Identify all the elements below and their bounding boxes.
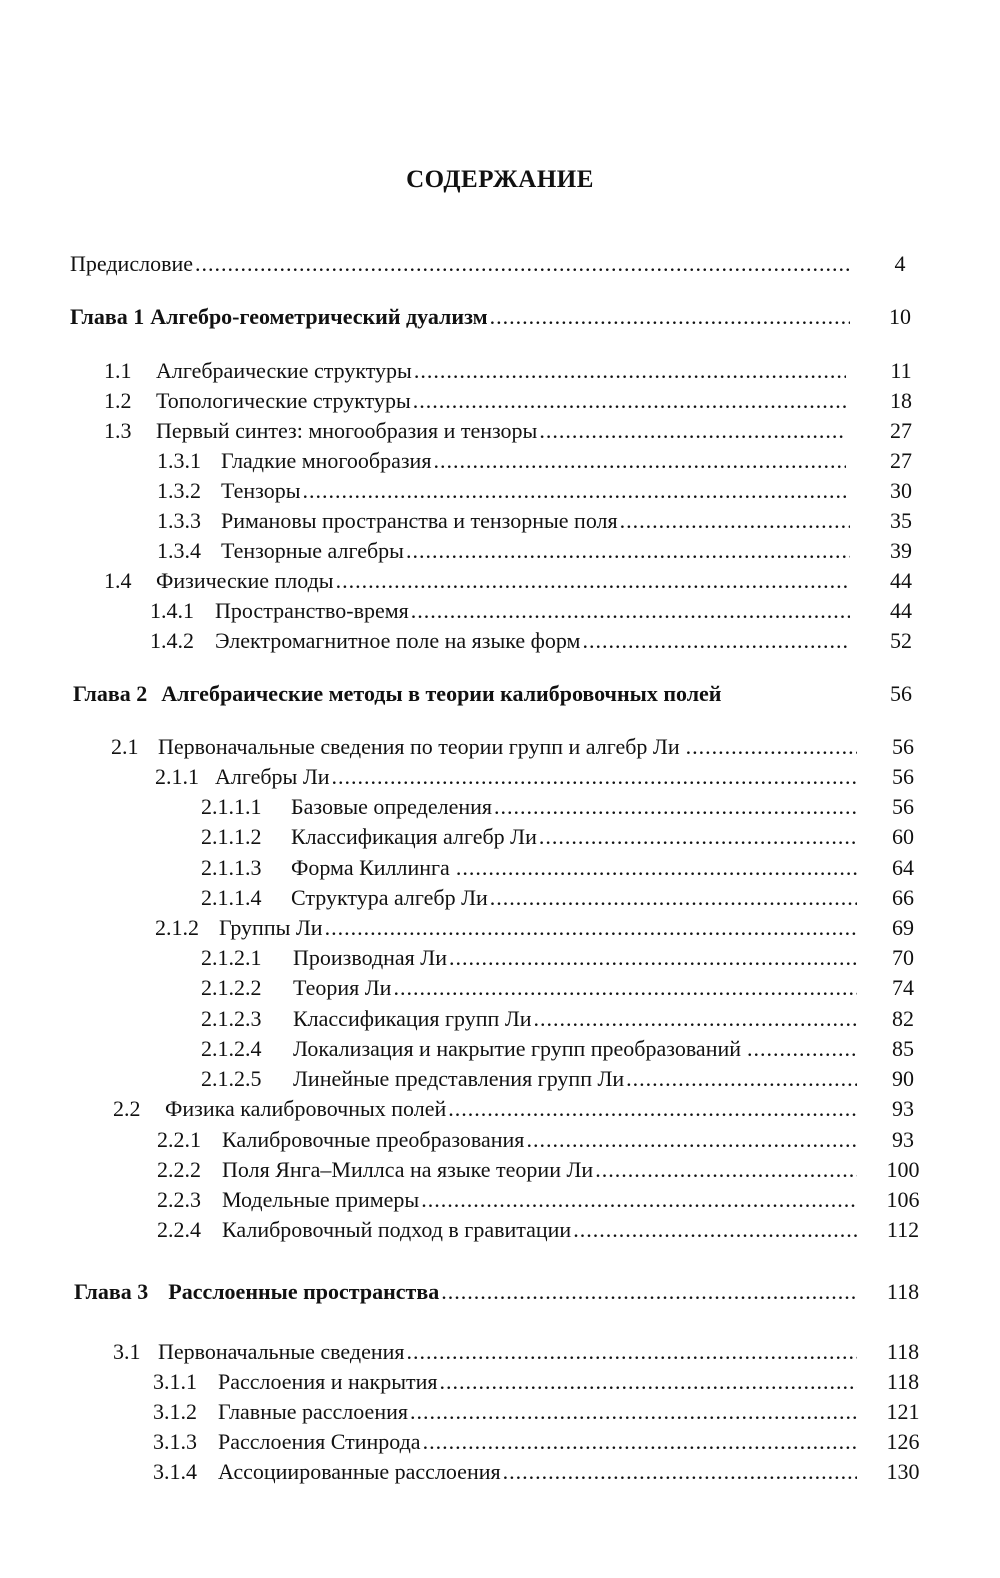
toc-entry-page: 35 bbox=[890, 508, 912, 533]
toc-entry bbox=[157, 1216, 920, 1244]
leader-dots bbox=[456, 854, 857, 882]
leader-dots bbox=[407, 1338, 857, 1366]
toc-entry-title: Физика калибровочных полей bbox=[165, 1096, 447, 1121]
leader-dots bbox=[449, 944, 857, 972]
toc-entry-page: 52 bbox=[890, 628, 912, 653]
toc-entry-number: 2.1.2.4 bbox=[201, 1036, 262, 1061]
toc-entry-page: 56 bbox=[892, 764, 914, 789]
toc-entry bbox=[113, 1338, 920, 1366]
toc-entry-number: 2.2.1 bbox=[157, 1127, 201, 1152]
toc-entry bbox=[150, 597, 912, 625]
toc-chapter-3 bbox=[74, 1278, 920, 1306]
toc-entry-number: Глава 2 bbox=[73, 681, 148, 706]
toc-entry-page: 18 bbox=[890, 388, 912, 413]
toc-entry-title: Модельные примеры bbox=[222, 1187, 420, 1212]
toc-entry-number: 3.1.2 bbox=[153, 1399, 197, 1424]
toc-entry bbox=[201, 854, 914, 882]
toc-entry-title: Алгебраические методы в теории калибровочных полей bbox=[161, 681, 722, 706]
leader-dots bbox=[747, 1035, 857, 1063]
toc-entry-number: 1.3.2 bbox=[157, 478, 201, 503]
toc-entry bbox=[153, 1428, 920, 1456]
toc-entry bbox=[201, 793, 914, 821]
toc-entry bbox=[157, 537, 912, 565]
toc-entry bbox=[201, 944, 914, 972]
toc-entry-page: 121 bbox=[886, 1399, 920, 1424]
toc-entry bbox=[201, 1035, 914, 1063]
toc-entry bbox=[157, 477, 912, 505]
toc-entry bbox=[157, 1186, 920, 1214]
toc-entry-title: Калибровочные преобразования bbox=[222, 1127, 525, 1152]
toc-entry-page: 93 bbox=[892, 1127, 914, 1152]
toc-entry-number: 1.4 bbox=[104, 568, 132, 593]
toc-entry bbox=[113, 1095, 914, 1123]
toc-entry bbox=[157, 1156, 920, 1184]
toc-entry bbox=[104, 357, 912, 385]
leader-dots bbox=[414, 357, 846, 385]
toc-entry-page: 85 bbox=[892, 1036, 914, 1061]
leader-dots bbox=[421, 1186, 857, 1214]
toc-entry bbox=[153, 1458, 920, 1486]
toc-entry-title: Форма Киллинга bbox=[291, 855, 450, 880]
toc-entry bbox=[150, 627, 912, 655]
toc-entry-title: Линейные представления групп Ли bbox=[293, 1066, 625, 1091]
toc-entry-page: 44 bbox=[890, 568, 912, 593]
toc-entry-title: Структура алгебр Ли bbox=[291, 885, 488, 910]
toc-entry bbox=[155, 763, 914, 791]
toc-entry-title: Топологические структуры bbox=[156, 388, 411, 413]
toc-entry-title: Гладкие многообразия bbox=[221, 448, 432, 473]
leader-dots bbox=[325, 914, 857, 942]
toc-entry-number: 1.4.1 bbox=[150, 598, 194, 623]
toc-entry-page: 64 bbox=[892, 855, 914, 880]
toc-entry-number: 2.1.1.2 bbox=[201, 824, 262, 849]
toc-chapter-1 bbox=[70, 303, 911, 331]
toc-entry bbox=[201, 974, 914, 1002]
toc-entry-page: 90 bbox=[892, 1066, 914, 1091]
toc-entry-page: 44 bbox=[890, 598, 912, 623]
toc-entry-number: 1.3.3 bbox=[157, 508, 201, 533]
leader-dots bbox=[686, 733, 857, 761]
leader-dots bbox=[332, 763, 857, 791]
toc-entry bbox=[155, 914, 914, 942]
toc-entry-number: 2.2.2 bbox=[157, 1157, 201, 1182]
toc-entry-title: Предисловие bbox=[70, 251, 193, 276]
toc-entry-page: 56 bbox=[892, 794, 914, 819]
toc-entry-page: 112 bbox=[886, 1217, 920, 1242]
toc-entry-page: 118 bbox=[886, 1279, 920, 1304]
toc-entry-page: 106 bbox=[886, 1187, 920, 1212]
leader-dots bbox=[490, 884, 857, 912]
toc-entry-title: Классификация групп Ли bbox=[293, 1006, 532, 1031]
toc-entry-title: Расслоения Стинрода bbox=[218, 1429, 421, 1454]
toc-entry-page: 74 bbox=[892, 975, 914, 1000]
toc-entry bbox=[201, 884, 914, 912]
leader-dots bbox=[534, 1005, 857, 1033]
toc-entry bbox=[201, 823, 914, 851]
toc-entry bbox=[111, 733, 914, 761]
toc-entry-number: 2.2.3 bbox=[157, 1187, 201, 1212]
leader-dots bbox=[411, 597, 850, 625]
toc-entry-title: Первоначальные сведения bbox=[158, 1339, 405, 1364]
leader-dots bbox=[393, 974, 857, 1002]
toc-entry-title: Главные расслоения bbox=[218, 1399, 408, 1424]
toc-entry-number: 1.3.1 bbox=[157, 448, 201, 473]
toc-entry-title: Тензоры bbox=[221, 478, 301, 503]
toc-entry-page: 39 bbox=[890, 538, 912, 563]
toc-entry-number: 2.2 bbox=[113, 1096, 141, 1121]
leader-dots bbox=[626, 1065, 857, 1093]
toc-entry bbox=[104, 417, 912, 445]
toc-entry bbox=[153, 1398, 920, 1426]
toc-entry-title: Тензорные алгебры bbox=[221, 538, 404, 563]
toc-entry-page: 4 bbox=[894, 251, 906, 276]
leader-dots bbox=[440, 1368, 858, 1396]
toc-entry-number: 2.1.2.1 bbox=[201, 945, 262, 970]
leader-dots bbox=[490, 303, 850, 331]
toc-entry bbox=[153, 1368, 920, 1396]
toc-entry-title: Алгебро-геометрический дуализм bbox=[150, 304, 488, 329]
toc-entry-page: 11 bbox=[890, 358, 912, 383]
toc-entry-page: 70 bbox=[892, 945, 914, 970]
toc-entry bbox=[157, 507, 912, 535]
toc-entry-page: 93 bbox=[892, 1096, 914, 1121]
toc-entry-title: Локализация и накрытие групп преобразований bbox=[293, 1036, 742, 1061]
leader-dots bbox=[573, 1216, 857, 1244]
toc-entry-number: 1.4.2 bbox=[150, 628, 194, 653]
toc-entry-number: 3.1 bbox=[113, 1339, 141, 1364]
leader-dots bbox=[494, 793, 857, 821]
leader-dots bbox=[410, 1398, 857, 1426]
toc-entry-number: Глава 1 bbox=[70, 304, 145, 329]
toc-entry-page: 10 bbox=[889, 304, 911, 329]
toc-entry-page: 126 bbox=[886, 1429, 920, 1454]
leader-dots bbox=[406, 537, 850, 565]
toc-entry-page: 27 bbox=[890, 418, 912, 443]
toc-entry-page: 69 bbox=[892, 915, 914, 940]
toc-entry-page: 56 bbox=[892, 734, 914, 759]
toc-entry-title: Первоначальные сведения по теории групп и алгебр Ли bbox=[158, 734, 680, 759]
toc-entry-page: 27 bbox=[890, 448, 912, 473]
toc-entry bbox=[104, 567, 912, 595]
leader-dots bbox=[441, 1278, 857, 1306]
leader-dots bbox=[503, 1458, 857, 1486]
toc-entry-page: 82 bbox=[892, 1006, 914, 1031]
toc-entry-number: 2.1.2 bbox=[155, 915, 199, 940]
leader-dots bbox=[539, 823, 857, 851]
toc-entry-number: 2.1.1 bbox=[155, 764, 199, 789]
toc-entry-number: 2.2.4 bbox=[157, 1217, 201, 1242]
toc-entry-page: 118 bbox=[886, 1369, 920, 1394]
toc-entry-title: Расслоения и накрытия bbox=[218, 1369, 438, 1394]
toc-entry-title: Теория Ли bbox=[293, 975, 392, 1000]
toc-entry-page: 30 bbox=[890, 478, 912, 503]
toc-entry-number: 2.1.2.3 bbox=[201, 1006, 262, 1031]
leader-dots bbox=[582, 627, 850, 655]
toc-entry-number: 1.3.4 bbox=[157, 538, 201, 563]
leader-dots bbox=[595, 1156, 857, 1184]
leader-dots bbox=[539, 417, 846, 445]
toc-entry bbox=[104, 387, 912, 415]
toc-entry-page: 56 bbox=[890, 681, 912, 706]
toc-entry-number: 1.1 bbox=[104, 358, 132, 383]
toc-entry-number: 1.2 bbox=[104, 388, 132, 413]
toc-entry-page: 118 bbox=[886, 1339, 920, 1364]
toc-entry bbox=[157, 1126, 914, 1154]
leader-dots bbox=[433, 447, 846, 475]
toc-entry-number: 2.1 bbox=[111, 734, 139, 759]
toc-entry-page: 100 bbox=[886, 1157, 920, 1182]
leader-dots bbox=[526, 1126, 857, 1154]
toc-entry bbox=[201, 1005, 914, 1033]
toc-entry-number: 2.1.1.4 bbox=[201, 885, 262, 910]
toc-entry-title: Расслоенные пространства bbox=[168, 1279, 440, 1304]
toc-entry-title: Группы Ли bbox=[219, 915, 323, 940]
toc-entry-title: Алгебраические структуры bbox=[156, 358, 412, 383]
toc-entry-title: Производная Ли bbox=[293, 945, 447, 970]
leader-dots bbox=[195, 250, 850, 278]
leader-dots bbox=[413, 387, 846, 415]
leader-dots bbox=[620, 507, 850, 535]
toc-entry-page: 66 bbox=[892, 885, 914, 910]
toc-entry-title: Алгебры Ли bbox=[215, 764, 330, 789]
toc-entry-title: Базовые определения bbox=[291, 794, 493, 819]
toc-entry-number: 2.1.2.2 bbox=[201, 975, 262, 1000]
toc-entry-number: Глава 3 bbox=[74, 1279, 149, 1304]
leader-dots bbox=[336, 567, 850, 595]
toc-entry-page: 60 bbox=[892, 824, 914, 849]
toc-entry-number: 3.1.3 bbox=[153, 1429, 197, 1454]
toc-entry bbox=[157, 447, 912, 475]
toc-entry-number: 1.3 bbox=[104, 418, 132, 443]
toc-entry-number: 3.1.1 bbox=[153, 1369, 197, 1394]
toc-entry-number: 2.1.1.1 bbox=[201, 794, 262, 819]
toc-entry-title: Физические плоды bbox=[156, 568, 334, 593]
toc-entry-number: 2.1.1.3 bbox=[201, 855, 262, 880]
toc-entry-preface bbox=[70, 250, 906, 278]
toc-entry-title: Калибровочный подход в гравитации bbox=[222, 1217, 572, 1242]
leader-dots bbox=[448, 1095, 857, 1123]
page-title: СОДЕРЖАНИЕ bbox=[406, 166, 594, 193]
leader-dots bbox=[423, 1428, 857, 1456]
toc-entry-title: Поля Янга–Миллса на языке теории Ли bbox=[222, 1157, 594, 1182]
toc-entry-number: 2.1.2.5 bbox=[201, 1066, 262, 1091]
leader-dots bbox=[302, 477, 846, 505]
toc-entry-title: Классификация алгебр Ли bbox=[291, 824, 537, 849]
toc-entry-title: Первый синтез: многообразия и тензоры bbox=[156, 418, 538, 443]
toc-entry-title: Ассоциированные расслоения bbox=[218, 1459, 501, 1484]
toc-entry-title: Пространство-время bbox=[215, 598, 409, 623]
toc-entry-title: Римановы пространства и тензорные поля bbox=[221, 508, 618, 533]
toc-entry-title: Электромагнитное поле на языке форм bbox=[215, 628, 581, 653]
toc-entry-page: 130 bbox=[886, 1459, 920, 1484]
toc-entry bbox=[201, 1065, 914, 1093]
toc-entry-number: 3.1.4 bbox=[153, 1459, 197, 1484]
toc-chapter-2 bbox=[73, 680, 912, 708]
